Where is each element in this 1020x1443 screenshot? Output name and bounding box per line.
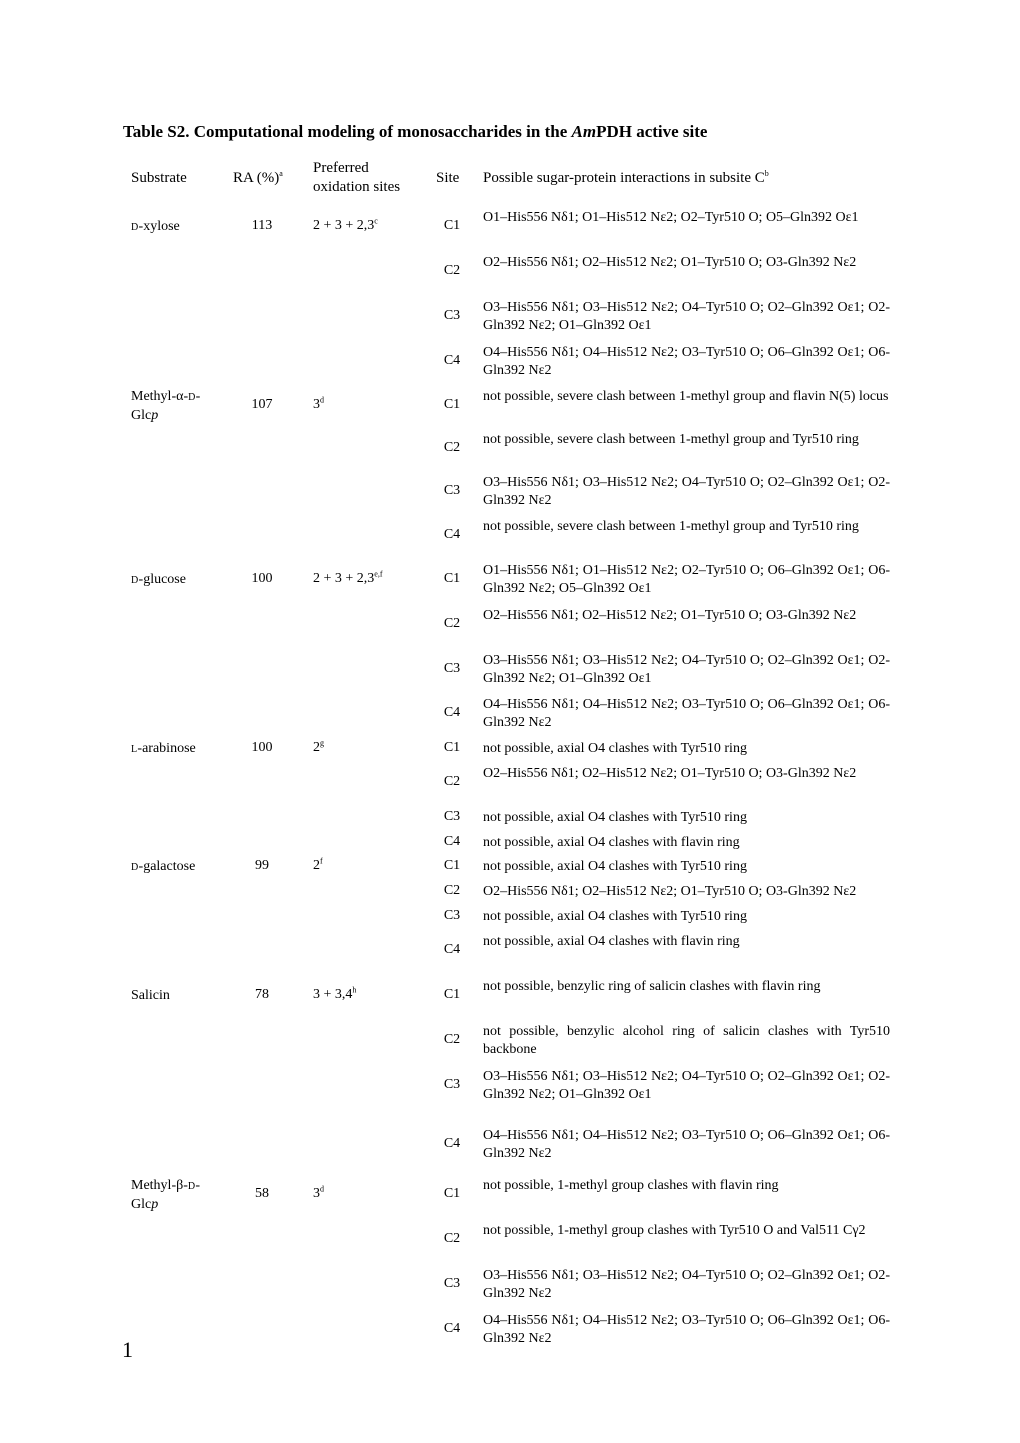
interaction-cell: O3–His556 Nδ1; O3–His512 Nε2; O4–Tyr510 O; O2–Gln392 Oε1; O2-Gln392 Nε2	[483, 1268, 890, 1301]
interaction-cell: O4–His556 Nδ1; O4–His512 Nε2; O3–Tyr510 O; O6–Gln392 Oε1; O6-Gln392 Nε2	[483, 1128, 890, 1161]
site-cell: C1	[443, 571, 461, 586]
site-cell: C3	[443, 1077, 461, 1092]
interaction-cell: not possible, benzylic ring of salicin clashes with flavin ring	[483, 979, 821, 994]
interaction-cell: not possible, severe clash between 1-methyl group and flavin N(5) locus	[483, 389, 889, 404]
oxidation-sites-cell: 3 + 3,4$^h$	[313, 985, 357, 1002]
interaction-cell: O4–His556 Nδ1; O4–His512 Nε2; O3–Tyr510 O; O6–Gln392 Oε1; O6-Gln392 Nε2	[483, 345, 890, 378]
interaction-cell: O1–His556 Nδ1; O1–His512 Nε2; O2–Tyr510 O; O5–Gln392 Oε1	[483, 210, 859, 225]
table-row	[122, 736, 894, 761]
table-row	[122, 855, 894, 879]
header-ra: RA (%)$^a$	[233, 169, 283, 186]
interaction-cell: O1–His556 Nδ1; O1–His512 Nε2; O2–Tyr510 O; O6–Gln392 Oε1; O6-Gln392 Nε2; O5–Gln392 Oε1	[483, 563, 890, 596]
table-row	[122, 557, 894, 602]
interaction-cell: not possible, 1-methyl group clashes with Tyr510 O and Val511 Cγ2	[483, 1223, 866, 1238]
table-row	[122, 249, 894, 294]
interaction-cell: not possible, severe clash between 1-methyl group and Tyr510 ring	[483, 432, 859, 447]
table-row	[122, 204, 894, 249]
oxidation-sites-cell: $2 + 3 + 2,3^{e,f}$	[313, 569, 383, 586]
site-cell: C2	[443, 263, 461, 278]
site-cell: C4	[443, 527, 461, 542]
substrate-cell: Methyl-α-D- Glcp	[131, 389, 201, 423]
table-header	[122, 152, 894, 208]
table-row	[122, 692, 894, 736]
interaction-cell: not possible, axial O4 clashes with flavin ring	[483, 934, 740, 949]
oxidation-sites-cell: 2 + 3 + 2,3$^c$	[313, 216, 378, 233]
site-cell: C2	[443, 1032, 461, 1047]
table-row	[122, 647, 894, 692]
table-row	[122, 1063, 894, 1108]
oxidation-sites-cell: 3$^d$	[313, 395, 324, 412]
table-row	[122, 1217, 894, 1262]
oxidation-sites-cell: 2$^g$	[313, 738, 324, 755]
interaction-cell: O2–His556 Nδ1; O2–His512 Nε2; O1–Tyr510 O; O3-Gln392 Nε2	[483, 255, 857, 270]
interaction-cell: O2–His556 Nδ1; O2–His512 Nε2; O1–Tyr510 O; O3-Gln392 Nε2	[483, 884, 857, 899]
interaction-cell: not possible, axial O4 clashes with flavin ring	[483, 835, 740, 850]
site-cell: C1	[443, 987, 461, 1002]
ra-cell: 58	[255, 1186, 269, 1201]
interaction-cell: O2–His556 Nδ1; O2–His512 Nε2; O1–Tyr510 O; O3-Gln392 Nε2	[483, 766, 857, 781]
interaction-cell: not possible, benzylic alcohol ring of salicin clashes with Tyr510 backbone	[483, 1024, 890, 1057]
table-title: Table S2. Computational modeling of monosaccharides in the AmPDH active site	[123, 122, 708, 141]
site-cell: C4	[443, 1136, 461, 1151]
site-cell: C1	[443, 397, 461, 412]
header-substrate: Substrate	[131, 170, 187, 186]
site-cell: C4	[443, 834, 461, 849]
table-row	[122, 514, 894, 557]
site-cell: C2	[443, 616, 461, 631]
header-site: Site	[436, 170, 460, 186]
ra-cell: 107	[251, 397, 273, 412]
site-cell: C4	[443, 942, 461, 957]
table-row	[122, 339, 894, 384]
substrate-cell: Methyl-β-D- Glcp	[131, 1178, 201, 1212]
site-cell: C4	[443, 353, 461, 368]
ra-cell: 100	[251, 740, 273, 755]
site-cell: C3	[443, 661, 461, 676]
table-row	[122, 470, 894, 514]
site-cell: C2	[443, 1231, 461, 1246]
substrate-cell: D-xylose	[131, 219, 180, 234]
site-cell: C3	[443, 483, 461, 498]
substrate-cell: L-arabinose	[131, 741, 196, 756]
ra-cell: 99	[255, 858, 269, 873]
table-row	[122, 1018, 894, 1063]
interaction-cell: O3–His556 Nδ1; O3–His512 Nε2; O4–Tyr510 O; O2–Gln392 Oε1; O2-Gln392 Nε2; O1–Gln392 Oε1	[483, 1069, 890, 1102]
site-cell: C1	[443, 740, 461, 755]
interaction-cell: not possible, axial O4 clashes with Tyr510 ring	[483, 859, 747, 874]
substrate-cell: D-galactose	[131, 859, 196, 874]
table-row	[122, 904, 894, 929]
table-row	[122, 761, 894, 805]
interaction-cell: not possible, axial O4 clashes with Tyr510 ring	[483, 741, 747, 756]
ra-cell: 100	[251, 571, 273, 586]
interaction-cell: O3–His556 Nδ1; O3–His512 Nε2; O4–Tyr510 O; O2–Gln392 Oε1; O2-Gln392 Nε2; O1–Gln392 Oε1	[483, 300, 890, 333]
header-oxidation-sites: Preferred oxidation sites	[313, 160, 401, 195]
interaction-cell: not possible, severe clash between 1-methyl group and Tyr510 ring	[483, 519, 859, 534]
table-row	[122, 1262, 894, 1307]
table-row	[122, 294, 894, 339]
oxidation-sites-cell: 3$^d$	[313, 1184, 324, 1201]
table-row	[122, 427, 894, 470]
table-row	[122, 602, 894, 647]
interaction-cell: not possible, 1-methyl group clashes with flavin ring	[483, 1178, 779, 1193]
site-cell: C3	[443, 809, 461, 824]
interaction-cell: O3–His556 Nδ1; O3–His512 Nε2; O4–Tyr510 O; O2–Gln392 Oε1; O2-Gln392 Nε2	[483, 475, 890, 508]
site-cell: C3	[443, 908, 461, 923]
header-interactions: Possible sugar-protein interactions in subsite $C^b$	[483, 169, 769, 186]
table-row	[122, 805, 894, 830]
table-row	[122, 879, 894, 904]
interaction-cell: not possible, axial O4 clashes with Tyr510 ring	[483, 909, 747, 924]
interaction-cell: O4–His556 Nδ1; O4–His512 Nε2; O3–Tyr510 O; O6–Gln392 Oε1; O6-Gln392 Nε2	[483, 697, 890, 730]
oxidation-sites-cell: 2$^f$	[313, 856, 323, 873]
site-cell: C1	[443, 218, 461, 233]
site-cell: C2	[443, 883, 461, 898]
site-cell: C2	[443, 774, 461, 789]
table-row	[122, 929, 894, 973]
interaction-cell: O2–His556 Nδ1; O2–His512 Nε2; O1–Tyr510 O; O3-Gln392 Nε2	[483, 608, 857, 623]
interaction-cell: O3–His556 Nδ1; O3–His512 Nε2; O4–Tyr510 O; O2–Gln392 Oε1; O2-Gln392 Nε2; O1–Gln392 Oε1	[483, 653, 890, 686]
table-row	[122, 830, 894, 855]
substrate-cell: Salicin	[131, 988, 170, 1003]
ra-cell: 78	[255, 987, 269, 1002]
site-cell: C1	[443, 858, 461, 873]
substrate-cell: D-glucose	[131, 572, 186, 587]
page-number: 1	[122, 1337, 133, 1362]
table-row	[122, 384, 894, 427]
site-cell: C3	[443, 308, 461, 323]
site-cell: C3	[443, 1276, 461, 1291]
site-cell: C4	[443, 1321, 461, 1336]
table-row	[122, 1172, 894, 1217]
table-row	[122, 973, 894, 1018]
table-row	[122, 1307, 894, 1352]
table-row	[122, 1118, 894, 1172]
site-cell: C2	[443, 440, 461, 455]
ra-cell: 113	[251, 218, 273, 233]
site-cell: C1	[443, 1186, 461, 1201]
site-cell: C4	[443, 705, 461, 720]
interaction-cell: O4–His556 Nδ1; O4–His512 Nε2; O3–Tyr510 O; O6–Gln392 Oε1; O6-Gln392 Nε2	[483, 1313, 890, 1346]
interaction-cell: not possible, axial O4 clashes with Tyr510 ring	[483, 810, 747, 825]
